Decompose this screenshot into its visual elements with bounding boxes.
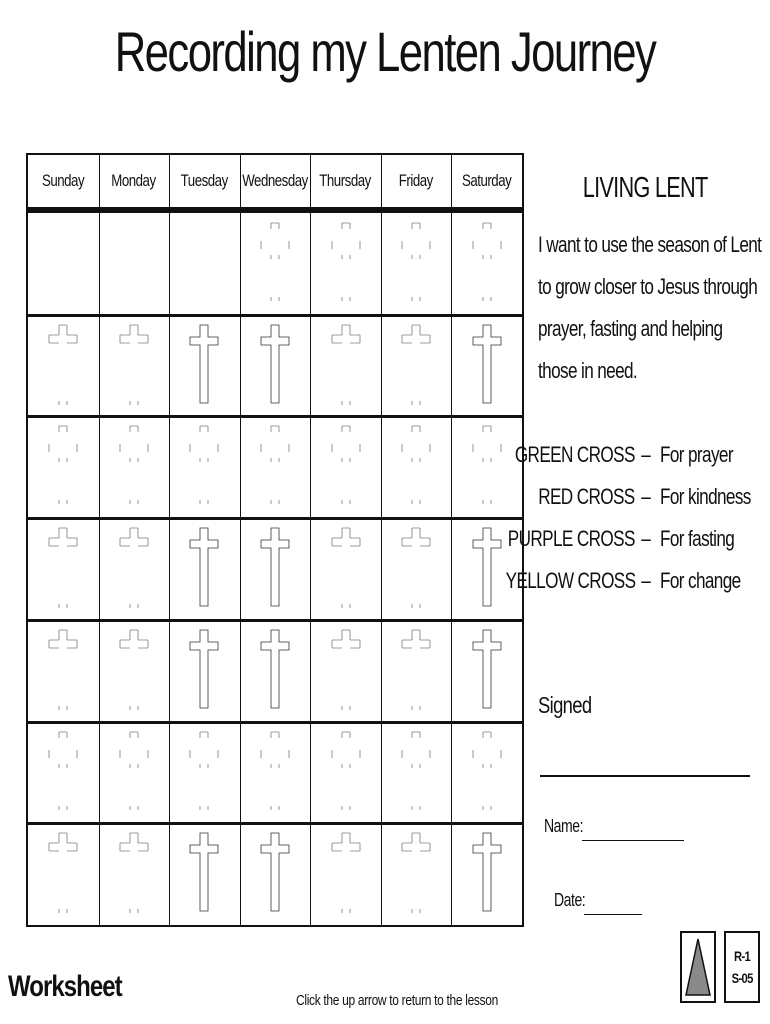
- cross-cell-icon[interactable]: [258, 626, 292, 717]
- cross-cell-icon[interactable]: [329, 219, 363, 310]
- cross-cell-icon[interactable]: [187, 524, 221, 615]
- legend-row-purple: [508, 518, 765, 560]
- day-header-tuesday: Tuesday: [180, 171, 228, 190]
- cross-cell-icon[interactable]: [46, 321, 80, 412]
- cross-cell-icon[interactable]: [258, 829, 292, 920]
- cross-cell-icon[interactable]: [329, 728, 363, 819]
- intro-line: prayer, fasting and helping: [538, 316, 723, 341]
- cross-cell-icon[interactable]: [329, 626, 363, 717]
- legend-purpose: For fasting: [660, 526, 735, 551]
- cross-cell-icon[interactable]: [258, 321, 292, 412]
- cross-cell-icon[interactable]: [187, 422, 221, 513]
- row-divider: [28, 415, 522, 418]
- column-divider: [169, 155, 170, 925]
- row-divider: [28, 314, 522, 317]
- lesson-code-badge: [724, 931, 760, 1003]
- cross-cell-icon[interactable]: [46, 728, 80, 819]
- day-header-saturday: Saturday: [462, 171, 512, 190]
- row-divider: [28, 721, 522, 724]
- cross-cell-icon[interactable]: [399, 219, 433, 310]
- worksheet-label: Worksheet: [8, 970, 122, 1003]
- up-arrow-button[interactable]: [680, 931, 716, 1003]
- cross-cell-icon[interactable]: [117, 829, 151, 920]
- column-divider: [381, 155, 382, 925]
- cross-cell-icon[interactable]: [258, 422, 292, 513]
- cross-cell-icon[interactable]: [117, 321, 151, 412]
- cross-cell-icon[interactable]: [258, 219, 292, 310]
- day-header-friday: Friday: [399, 171, 434, 190]
- signature-line[interactable]: [540, 775, 750, 777]
- cross-cell-icon[interactable]: [399, 422, 433, 513]
- legend-dash: –: [641, 568, 651, 593]
- cross-cell-icon[interactable]: [399, 829, 433, 920]
- cross-cell-icon[interactable]: [187, 728, 221, 819]
- footer-hint: Click the up arrow to return to the lesson: [296, 992, 498, 1009]
- cross-cell-icon[interactable]: [329, 321, 363, 412]
- cross-cell-icon[interactable]: [46, 524, 80, 615]
- legend-dash: –: [641, 442, 651, 467]
- cross-cell-icon[interactable]: [470, 728, 504, 819]
- cross-cell-icon[interactable]: [117, 524, 151, 615]
- cross-cell-icon[interactable]: [399, 321, 433, 412]
- column-divider: [310, 155, 311, 925]
- cross-cell-icon[interactable]: [258, 524, 292, 615]
- legend-cross-name: GREEN CROSS: [515, 442, 635, 467]
- cross-cell-icon[interactable]: [329, 524, 363, 615]
- lesson-code-line: R-1: [733, 948, 751, 964]
- cross-cell-icon[interactable]: [187, 321, 221, 412]
- cross-cell-icon[interactable]: [187, 626, 221, 717]
- intro-line: I want to use the season of Lent: [538, 232, 762, 257]
- legend-dash: –: [641, 526, 651, 551]
- legend-cross-name: YELLOW CROSS: [505, 568, 635, 593]
- cross-cell-icon[interactable]: [399, 728, 433, 819]
- day-header-wednesday: Wednesday: [242, 171, 308, 190]
- column-divider: [451, 155, 452, 925]
- cross-cell-icon[interactable]: [470, 422, 504, 513]
- row-divider: [28, 619, 522, 622]
- cross-legend: [505, 434, 765, 602]
- cross-cell-icon[interactable]: [470, 219, 504, 310]
- page-title: Recording my Lenten Journey: [114, 20, 656, 83]
- cross-cell-icon[interactable]: [187, 829, 221, 920]
- name-field-line[interactable]: [582, 840, 684, 841]
- row-divider: [28, 822, 522, 825]
- date-label: Date:: [554, 890, 586, 910]
- cross-cell-icon[interactable]: [329, 829, 363, 920]
- cross-cell-icon[interactable]: [470, 626, 504, 717]
- legend-purpose: For change: [660, 568, 741, 593]
- column-divider: [240, 155, 241, 925]
- up-arrow-icon: [682, 933, 714, 1001]
- cross-cell-icon[interactable]: [399, 626, 433, 717]
- intro-text: [538, 224, 770, 392]
- legend-row-green: [515, 434, 765, 476]
- cross-cell-icon[interactable]: [470, 829, 504, 920]
- cross-cell-icon[interactable]: [117, 626, 151, 717]
- signed-label: Signed: [538, 692, 592, 718]
- legend-cross-name: PURPLE CROSS: [508, 526, 635, 551]
- calendar-header: [28, 155, 522, 213]
- legend-purpose: For kindness: [660, 484, 751, 509]
- date-field-line[interactable]: [584, 914, 642, 915]
- cross-cell-icon[interactable]: [46, 626, 80, 717]
- cross-cell-icon[interactable]: [46, 829, 80, 920]
- cross-cell-icon[interactable]: [258, 728, 292, 819]
- lenten-calendar: [26, 153, 524, 927]
- day-header-thursday: Thursday: [319, 171, 372, 190]
- cross-cell-icon[interactable]: [399, 524, 433, 615]
- day-header-monday: Monday: [111, 171, 156, 190]
- lesson-code-line: S-05: [731, 970, 753, 986]
- cross-cell-icon[interactable]: [470, 524, 504, 615]
- column-divider: [99, 155, 100, 925]
- legend-row-yellow: [505, 560, 765, 602]
- living-lent-heading: LIVING LENT: [582, 172, 708, 204]
- cross-cell-icon[interactable]: [117, 728, 151, 819]
- intro-line: those in need.: [538, 358, 638, 383]
- intro-line: to grow closer to Jesus through: [538, 274, 758, 299]
- cross-cell-icon[interactable]: [46, 422, 80, 513]
- cross-cell-icon[interactable]: [329, 422, 363, 513]
- day-header-sunday: Sunday: [42, 171, 85, 190]
- legend-cross-name: RED CROSS: [538, 484, 635, 509]
- legend-dash: –: [641, 484, 651, 509]
- cross-cell-icon[interactable]: [117, 422, 151, 513]
- cross-cell-icon[interactable]: [470, 321, 504, 412]
- name-label: Name:: [544, 816, 584, 836]
- legend-row-red: [530, 476, 765, 518]
- legend-purpose: For prayer: [660, 442, 733, 467]
- row-divider: [28, 517, 522, 520]
